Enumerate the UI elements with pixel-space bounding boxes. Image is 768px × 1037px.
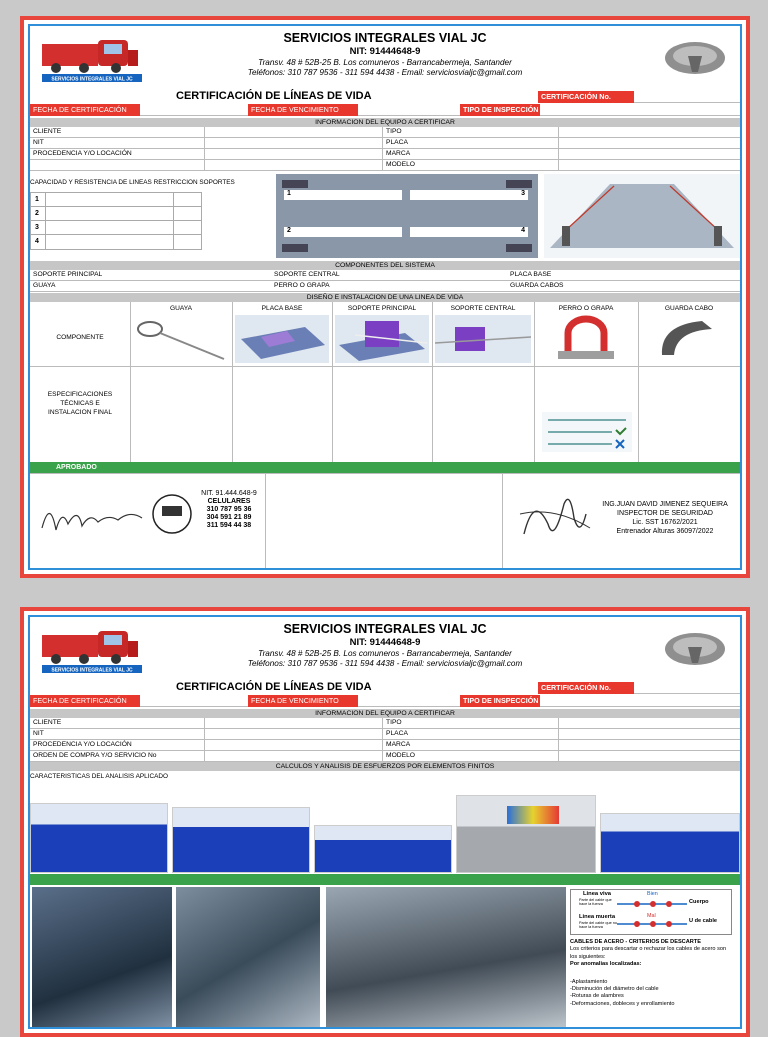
placa-base-image (235, 315, 329, 363)
bien-label: Bien (647, 891, 658, 897)
company-stamp-seal (150, 492, 194, 536)
company-contact-2: Teléfonos: 310 787 9536 - 311 594 4438 - Email: serviciosvialjc@gmail.com (247, 659, 523, 668)
anomalias-label: Por anomalias localizadas: (570, 961, 642, 968)
linea-viva-sub: Parte del cable que hace la fuerza (579, 898, 612, 907)
clamp-installation-diagram (542, 412, 632, 452)
handwritten-signature-left (38, 488, 148, 548)
modelo-label: MODELO (386, 161, 415, 168)
aprobado-bar: APROBADO (30, 462, 740, 473)
header (30, 26, 740, 88)
certificate-page-2 (20, 607, 750, 1037)
criterio-1: -Aplastamiento (570, 978, 608, 985)
cliente-label-2: CLIENTE (33, 719, 62, 726)
clamp-arrows (617, 896, 691, 932)
fea-result-4 (456, 795, 596, 873)
company-name-2: SERVICIOS INTEGRALES VIAL JC (283, 622, 487, 636)
company-contact: Teléfonos: 310 787 9536 - 311 594 4438 - Email: serviciosvialjc@gmail.com (247, 68, 523, 77)
info-header-2: INFORMACION DEL EQUIPO A CERTIFICAR (30, 709, 740, 718)
cuerpo-label: Cuerpo (689, 899, 709, 905)
svg-text:SERVICIOS INTEGRALES VIAL JC: SERVICIOS INTEGRALES VIAL JC (51, 667, 133, 674)
calc-header: CALCULOS Y ANALISIS DE ESFUERZOS POR ELEMENTOS FINITOS (30, 762, 740, 771)
criterio-4: -Deformaciones, dobleces y enrollamiento (570, 1000, 675, 1007)
linea-muerta-sub: Parte del cable que no hace la fuerza (579, 921, 617, 930)
company-address-2: Transv. 48 # 52B-25 B. Los comuneros - Barrancabermeja, Santander (258, 649, 512, 658)
tanker-photo-2 (176, 887, 320, 1029)
soporte-principal-label: SOPORTE PRINCIPAL (33, 271, 103, 278)
tipo-insp-field[interactable] (540, 104, 740, 116)
cables-criterios (570, 939, 734, 1008)
guaya-label: GUAYA (33, 282, 56, 289)
tipo-insp-label-2: TIPO DE INSPECCIÓN (460, 695, 540, 707)
support-layout-diagram (276, 174, 538, 258)
soporte-central-image (435, 315, 531, 363)
cert-no-field-2[interactable] (634, 682, 740, 694)
guarda-cabos-label: GUARDA CABOS (510, 282, 564, 289)
capacidad-table (30, 192, 202, 250)
cable-clamp-diagram (570, 889, 732, 935)
signature-area (30, 473, 740, 570)
fea-result-1 (30, 803, 168, 873)
placa-label: PLACA (386, 139, 408, 146)
diagram-label-3: 3 (410, 190, 528, 200)
fecha-cert-field-2[interactable] (140, 695, 248, 707)
form-title: CERTIFICACIÓN DE LÍNEAS DE VIDA (176, 90, 372, 102)
fecha-venc-label-2: FECHA DE VENCIMIENTO (248, 695, 358, 707)
cap-row-2: 2 (31, 207, 201, 221)
cap-row-3: 3 (31, 221, 201, 235)
certificate-page-1 (20, 16, 750, 578)
fecha-cert-label: FECHA DE CERTIFICACIÓN (30, 104, 140, 116)
perro-grapa-label: PERRO O GRAPA (274, 282, 330, 289)
cables-text: Los criterios para descartar o rechazar los cables de acero son los siguientes: (570, 946, 727, 960)
fifth-wheel-icon (658, 623, 732, 673)
linea-viva-label: Linea viva (583, 891, 612, 897)
fecha-cert-field[interactable] (140, 104, 248, 116)
perro-grapa-image (538, 315, 634, 363)
header-2 (30, 617, 740, 679)
company-name: SERVICIOS INTEGRALES VIAL JC (283, 31, 487, 45)
tanker-photo-3 (326, 887, 566, 1029)
modelo-label-2: MODELO (386, 752, 415, 759)
company-nit: NIT: 91444648-9 (349, 46, 421, 57)
fecha-venc-label: FECHA DE VENCIMIENTO (248, 104, 358, 116)
stamp-text: NIT. 91.444.648-9 CELULARES 310 787 95 36 304 591 21 89 311 594 44 38 (201, 490, 257, 529)
cliente-label: CLIENTE (33, 128, 62, 135)
tipo-label: TIPO (386, 128, 402, 135)
cert-no-label: CERTIFICACIÓN No. (538, 91, 634, 103)
mal-label: Mal (647, 913, 656, 919)
marca-label-2: MARCA (386, 741, 411, 748)
guarda-cabo-image (642, 315, 736, 363)
cables-title: CABLES DE ACERO - CRITERIOS DE DESCARTE (570, 939, 701, 945)
cert-no-field[interactable] (634, 91, 740, 103)
componente-label: COMPONENTE (56, 334, 104, 341)
fecha-venc-field[interactable] (358, 104, 460, 116)
tipo-label-2: TIPO (386, 719, 402, 726)
guaya-image (134, 315, 228, 363)
especificaciones-label: ESPECIFICACIONES TÉCNICAS E INSTALACION FINAL (47, 391, 113, 416)
fifth-wheel-icon (658, 32, 732, 82)
nit-label: NIT (33, 139, 44, 146)
nit-label-2: NIT (33, 730, 44, 737)
cap-row-1: 1 (31, 193, 201, 207)
componentes-header: COMPONENTES DEL SISTEMA (30, 261, 740, 270)
design-table (30, 302, 740, 462)
green-separator (30, 874, 740, 885)
marca-label: MARCA (386, 150, 411, 157)
equipment-info-grid-2 (30, 718, 740, 762)
equipment-info-grid (30, 127, 740, 171)
col-guaya: GUAYA (169, 305, 193, 312)
criterio-3: -Roturas de alambres (570, 993, 624, 1000)
procedencia-label: PROCEDENCIA Y/O LOCACIÓN (33, 150, 132, 157)
diseno-header: DISEÑO E INSTALACION DE UNA LINEA DE VIDA (30, 293, 740, 302)
cap-row-4: 4 (35, 238, 39, 245)
caracteristicas-label: CARACTERISTICAS DEL ANALISIS APLICADO (30, 773, 168, 780)
tipo-insp-label: TIPO DE INSPECCIÓN (460, 104, 540, 116)
fea-result-3 (314, 825, 452, 873)
procedencia-label-2: PROCEDENCIA Y/O LOCACIÓN (33, 741, 132, 748)
lifeline-illustration (544, 174, 740, 258)
orden-label: ORDEN DE COMPRA Y/O SERVICIO No (33, 752, 157, 759)
svg-text:SERVICIOS INTEGRALES VIAL JC: SERVICIOS INTEGRALES VIAL JC (51, 76, 133, 83)
company-address: Transv. 48 # 52B-25 B. Los comuneros - Barrancabermeja, Santander (258, 58, 512, 67)
cert-no-label-2: CERTIFICACIÓN No. (538, 682, 634, 694)
u-cable-label: U de cable (689, 918, 717, 924)
diagram-label-1: 1 (284, 190, 402, 200)
diagram-label-2: 2 (284, 227, 402, 237)
fea-result-2 (172, 807, 310, 873)
placa-label-2: PLACA (386, 730, 408, 737)
fea-result-5 (600, 813, 740, 873)
tanker-photo-1 (32, 887, 172, 1029)
tipo-insp-field-2[interactable] (540, 695, 740, 707)
fecha-cert-label-2: FECHA DE CERTIFICACIÓN (30, 695, 140, 707)
col-perro-grapa: PERRO O GRAPA (558, 305, 614, 312)
col-soporte-principal: SOPORTE PRINCIPAL (347, 305, 417, 312)
company-nit-2: NIT: 91444648-9 (349, 637, 421, 648)
col-guarda-cabo: GUARDA CABO (664, 305, 714, 312)
placa-base-label: PLACA BASE (510, 271, 552, 278)
capacidad-label: CAPACIDAD Y RESISTENCIA DE LINEAS RESTRICCION SOPORTES (30, 179, 235, 186)
criterio-2: -Disminución del diámetro del cable (570, 986, 659, 993)
soporte-principal-image (335, 315, 429, 363)
soporte-central-label: SOPORTE CENTRAL (274, 271, 340, 278)
info-header: INFORMACION DEL EQUIPO A CERTIFICAR (30, 118, 740, 127)
handwritten-signature-right (514, 484, 594, 554)
col-placa-base: PLACA BASE (261, 305, 303, 312)
diagram-label-4: 4 (410, 227, 528, 237)
fecha-venc-field-2[interactable] (358, 695, 460, 707)
componentes-grid (30, 270, 740, 292)
form-title-2: CERTIFICACIÓN DE LÍNEAS DE VIDA (176, 681, 372, 693)
linea-muerta-label: Linea muerta (579, 914, 616, 920)
inspector-info: ING.JUAN DAVID JIMENEZ SEQUEIRA INSPECTOR DE SEGURIDAD Lic. SST 16762/2021 Entrenador Alturas 36097/2022 (602, 501, 728, 535)
col-soporte-central: SOPORTE CENTRAL (450, 305, 516, 312)
